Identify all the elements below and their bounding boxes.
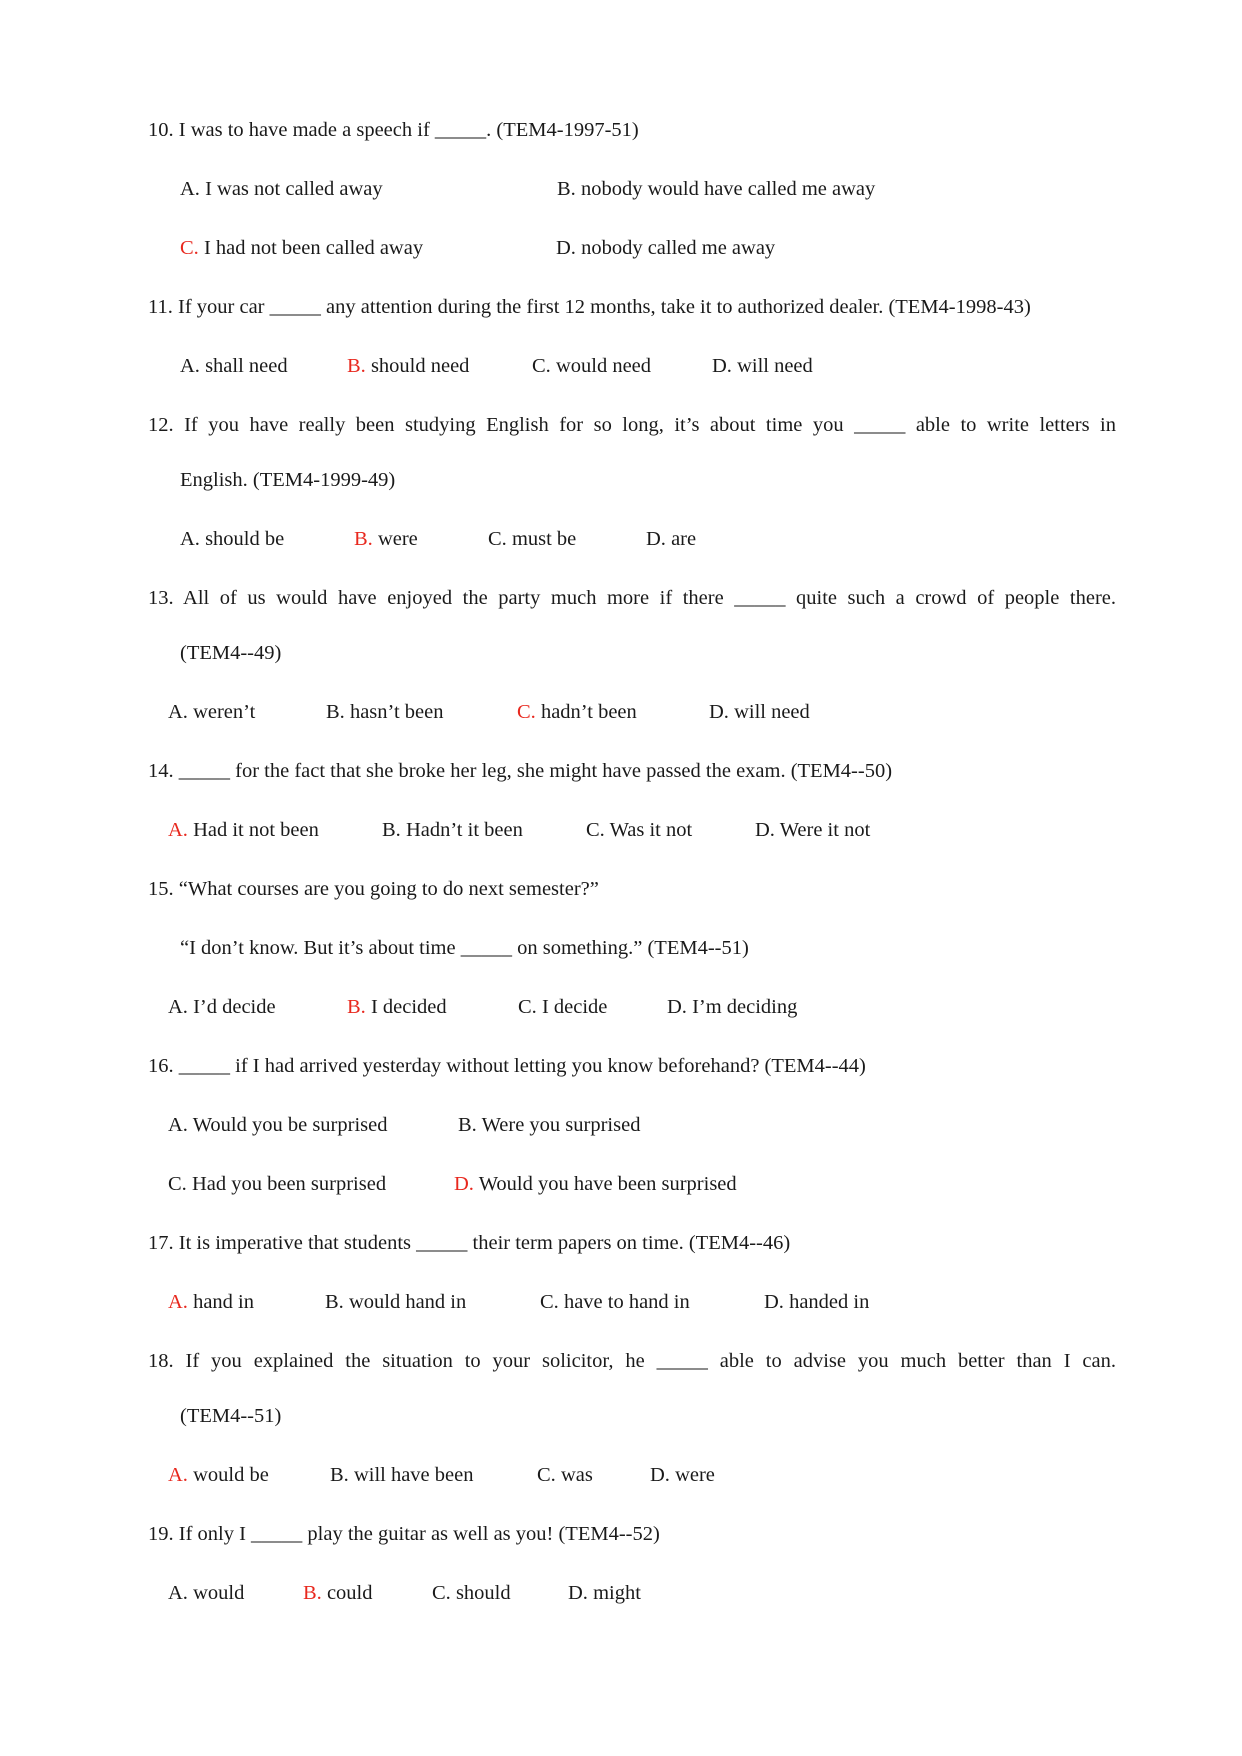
- option-text: I decided: [365, 996, 447, 1018]
- option-c: [537, 1465, 593, 1486]
- option-text: A.: [180, 178, 200, 200]
- option-text: hand in: [187, 1291, 254, 1313]
- option-text: will have been: [348, 1464, 474, 1486]
- answer-letter: B.: [303, 1582, 322, 1604]
- option-d: [755, 820, 870, 841]
- option-text: D.: [712, 355, 732, 377]
- option-text: B.: [330, 1464, 349, 1486]
- option-text: Had you been surprised: [186, 1173, 387, 1195]
- option-b: [382, 820, 523, 841]
- option-c: [532, 356, 651, 377]
- option-text: must be: [506, 528, 577, 550]
- question-11-stem: 11. If your car _____ any attention during the first 12 months, take it to authorized dealer. (TEM4-1998-43): [148, 296, 1031, 318]
- option-text: D.: [709, 701, 729, 723]
- option-text: hadn’t been: [535, 701, 637, 723]
- option-text: I’d decide: [187, 996, 276, 1018]
- option-c: [488, 529, 576, 550]
- option-b: [330, 1465, 473, 1486]
- option-b-answer: [303, 1583, 372, 1604]
- option-text: C.: [168, 1173, 187, 1195]
- option-c: [168, 1174, 386, 1195]
- option-text: D.: [646, 528, 666, 550]
- answer-letter: B.: [347, 355, 366, 377]
- option-text: Were you surprised: [476, 1114, 641, 1136]
- option-text: were: [669, 1464, 715, 1486]
- option-text: A.: [168, 1114, 188, 1136]
- option-text: D.: [650, 1464, 670, 1486]
- option-text: was: [555, 1464, 593, 1486]
- option-text: weren’t: [187, 701, 256, 723]
- question-11-options: [0, 356, 1242, 380]
- option-text: C.: [537, 1464, 556, 1486]
- option-text: would hand in: [343, 1291, 467, 1313]
- question-18-options: [0, 1465, 1242, 1489]
- option-d: [556, 238, 775, 259]
- option-b: [326, 702, 444, 723]
- option-text: should: [450, 1582, 511, 1604]
- option-text: handed in: [783, 1291, 870, 1313]
- option-b: [557, 179, 875, 200]
- answer-letter: A.: [168, 1464, 188, 1486]
- option-a: [168, 702, 255, 723]
- option-c: [432, 1583, 511, 1604]
- option-text: might: [587, 1582, 641, 1604]
- option-b-answer: [347, 997, 447, 1018]
- option-text: have to hand in: [558, 1291, 690, 1313]
- answer-letter: A.: [168, 819, 188, 841]
- option-text: are: [665, 528, 697, 550]
- question-12-stem-line-2: English. (TEM4-1999-49): [180, 469, 396, 491]
- option-text: C.: [540, 1291, 559, 1313]
- option-text: Had it not been: [187, 819, 319, 841]
- option-text: D.: [568, 1582, 588, 1604]
- option-d: [646, 529, 696, 550]
- option-text: C.: [532, 355, 551, 377]
- option-text: nobody would have called me away: [575, 178, 876, 200]
- option-text: should be: [199, 528, 285, 550]
- option-a: [180, 179, 383, 200]
- option-text: D.: [556, 237, 576, 259]
- question-13-stem-line-1: 13. All of us would have enjoyed the party much more if there _____ quite such a crowd of people there.: [148, 587, 1116, 609]
- option-a: [168, 997, 276, 1018]
- option-text: D.: [667, 996, 687, 1018]
- option-text: should need: [365, 355, 470, 377]
- option-text: A.: [168, 701, 188, 723]
- answer-letter: D.: [454, 1173, 474, 1195]
- question-13-options: [0, 702, 1242, 726]
- option-text: would be: [187, 1464, 269, 1486]
- answer-letter: B.: [347, 996, 366, 1018]
- option-text: would: [187, 1582, 245, 1604]
- option-text: will need: [728, 701, 810, 723]
- option-text: would need: [550, 355, 652, 377]
- question-13-stem-line-2: (TEM4--49): [180, 642, 282, 664]
- option-text: shall need: [199, 355, 288, 377]
- question-19-options: [0, 1583, 1242, 1607]
- option-text: I decide: [536, 996, 608, 1018]
- option-text: could: [321, 1582, 373, 1604]
- option-b-answer: [354, 529, 418, 550]
- answer-letter: B.: [354, 528, 373, 550]
- option-a: [168, 1583, 244, 1604]
- option-text: A.: [168, 1582, 188, 1604]
- option-d: [709, 702, 810, 723]
- option-text: C.: [432, 1582, 451, 1604]
- option-text: A.: [168, 996, 188, 1018]
- question-15-options: [0, 997, 1242, 1021]
- question-10-options-row-2: [0, 238, 1242, 262]
- option-c: [518, 997, 607, 1018]
- option-text: Was it not: [604, 819, 693, 841]
- question-12-stem-line-1: 12. If you have really been studying English for so long, it’s about time you _____ able to write letters in: [148, 414, 1116, 436]
- option-text: were: [372, 528, 418, 550]
- option-text: C.: [518, 996, 537, 1018]
- question-17-options: [0, 1292, 1242, 1316]
- option-text: A.: [180, 355, 200, 377]
- option-text: D.: [764, 1291, 784, 1313]
- option-a: [168, 1115, 387, 1136]
- question-17-stem: 17. It is imperative that students _____ their term papers on time. (TEM4--46): [148, 1232, 791, 1254]
- question-18-stem-line-1: 18. If you explained the situation to your solicitor, he _____ able to advise you much better than I can.: [148, 1350, 1116, 1372]
- option-text: Would you have been surprised: [473, 1173, 737, 1195]
- option-text: B.: [382, 819, 401, 841]
- option-d: [568, 1583, 641, 1604]
- option-a-answer: [168, 820, 319, 841]
- question-16-options-row-2: [0, 1174, 1242, 1198]
- question-15-stem-line-2: “I don’t know. But it’s about time _____ on something.” (TEM4--51): [180, 937, 749, 959]
- option-b-answer: [347, 356, 469, 377]
- answer-letter: C.: [517, 701, 536, 723]
- option-b: [325, 1292, 466, 1313]
- option-text: I had not been called away: [198, 237, 424, 259]
- question-10-stem: 10. I was to have made a speech if _____. (TEM4-1997-51): [148, 119, 639, 141]
- question-10-options-row-1: [0, 179, 1242, 203]
- option-text: hasn’t been: [344, 701, 444, 723]
- option-c-answer: [517, 702, 637, 723]
- option-text: I’m deciding: [686, 996, 798, 1018]
- option-text: B.: [557, 178, 576, 200]
- option-text: B.: [325, 1291, 344, 1313]
- option-c: [540, 1292, 690, 1313]
- option-a: [180, 529, 284, 550]
- question-19-stem: 19. If only I _____ play the guitar as well as you! (TEM4--52): [148, 1523, 660, 1545]
- option-text: will need: [731, 355, 813, 377]
- option-text: C.: [488, 528, 507, 550]
- option-a-answer: [168, 1465, 269, 1486]
- question-14-options: [0, 820, 1242, 844]
- option-c-answer: [180, 238, 423, 259]
- option-text: Hadn’t it been: [400, 819, 523, 841]
- option-d: [650, 1465, 715, 1486]
- question-18-stem-line-2: (TEM4--51): [180, 1405, 282, 1427]
- option-d: [667, 997, 797, 1018]
- option-d-answer: [454, 1174, 737, 1195]
- option-d: [764, 1292, 869, 1313]
- option-text: Were it not: [774, 819, 871, 841]
- answer-letter: A.: [168, 1291, 188, 1313]
- option-text: I was not called away: [199, 178, 383, 200]
- question-16-options-row-1: [0, 1115, 1242, 1139]
- question-15-stem-line-1: 15. “What courses are you going to do next semester?”: [148, 878, 599, 900]
- option-text: D.: [755, 819, 775, 841]
- option-d: [712, 356, 813, 377]
- option-a-answer: [168, 1292, 254, 1313]
- option-text: A.: [180, 528, 200, 550]
- option-text: B.: [326, 701, 345, 723]
- answer-letter: C.: [180, 237, 199, 259]
- option-text: Would you be surprised: [187, 1114, 388, 1136]
- option-text: nobody called me away: [575, 237, 776, 259]
- option-c: [586, 820, 692, 841]
- option-text: C.: [586, 819, 605, 841]
- question-12-options: [0, 529, 1242, 553]
- option-b: [458, 1115, 640, 1136]
- question-14-stem: 14. _____ for the fact that she broke her leg, she might have passed the exam. (TEM4--50): [148, 760, 893, 782]
- option-text: B.: [458, 1114, 477, 1136]
- question-16-stem: 16. _____ if I had arrived yesterday without letting you know beforehand? (TEM4--44): [148, 1055, 866, 1077]
- option-a: [180, 356, 288, 377]
